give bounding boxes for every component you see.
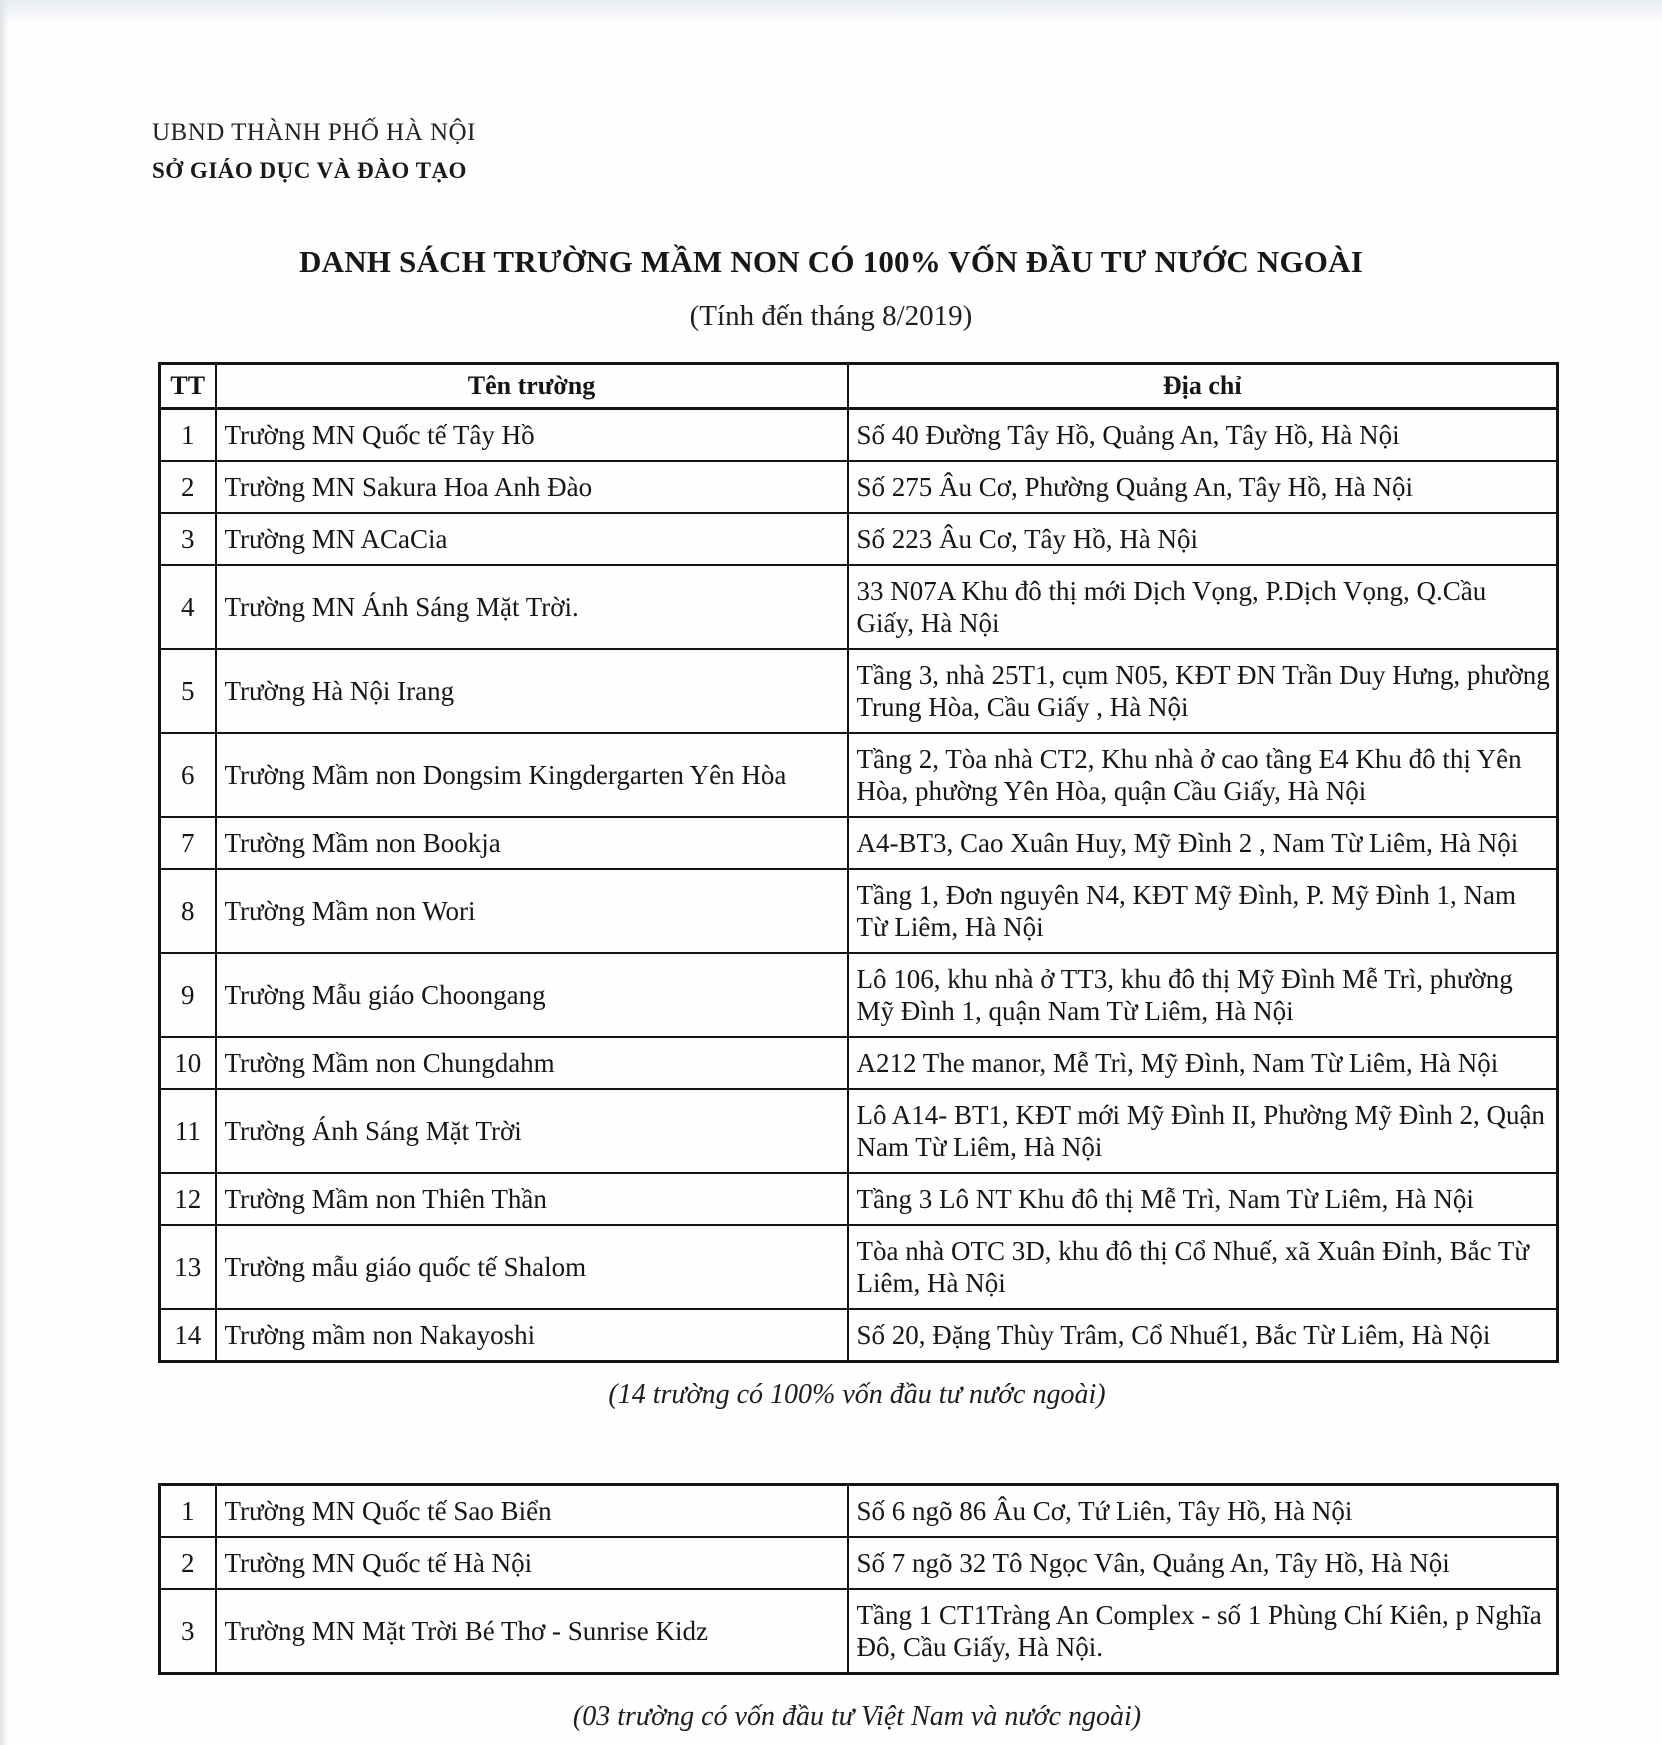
foreign-capital-schools-table xyxy=(158,362,1559,1363)
school-name-cell: Trường MN Quốc tế Sao Biển xyxy=(216,1485,848,1538)
row-number-cell: 10 xyxy=(160,1037,216,1089)
school-name-cell: Trường MN Mặt Trời Bé Thơ - Sunrise Kidz xyxy=(216,1589,848,1674)
row-number-cell: 8 xyxy=(160,869,216,953)
school-address-cell: Số 20, Đặng Thùy Trâm, Cổ Nhuế1, Bắc Từ Liêm, Hà Nội xyxy=(848,1309,1558,1362)
org-department-name: SỞ GIÁO DỤC VÀ ĐÀO TẠO xyxy=(152,158,467,183)
row-number-cell: 11 xyxy=(160,1089,216,1173)
row-number-cell: 6 xyxy=(160,733,216,817)
school-address-cell: 33 N07A Khu đô thị mới Dịch Vọng, P.Dịch Vọng, Q.Cầu Giấy, Hà Nội xyxy=(848,565,1558,649)
table-row xyxy=(160,733,1558,817)
school-address-cell: A212 The manor, Mễ Trì, Mỹ Đình, Nam Từ Liêm, Hà Nội xyxy=(848,1037,1558,1089)
document-body xyxy=(158,362,1556,1733)
table-row xyxy=(160,1485,1558,1538)
row-number-cell: 3 xyxy=(160,513,216,565)
table-row xyxy=(160,1037,1558,1089)
table-row xyxy=(160,1089,1558,1173)
school-name-cell: Trường MN Quốc tế Tây Hồ xyxy=(216,409,848,462)
school-name-cell: Trường mẫu giáo quốc tế Shalom xyxy=(216,1225,848,1309)
school-name-cell: Trường MN Quốc tế Hà Nội xyxy=(216,1537,848,1589)
school-name-cell: Trường Mầm non Bookja xyxy=(216,817,848,869)
school-address-cell: Tầng 1 CT1Tràng An Complex - số 1 Phùng Chí Kiên, p Nghĩa Đô, Cầu Giấy, Hà Nội. xyxy=(848,1589,1558,1674)
row-number-cell: 14 xyxy=(160,1309,216,1362)
table2-caption: (03 trường có vốn đầu tư Việt Nam và nước ngoài) xyxy=(572,1701,1142,1732)
school-address-cell: Số 223 Âu Cơ, Tây Hồ, Hà Nội xyxy=(848,513,1558,565)
school-name-cell: Trường MN ACaCia xyxy=(216,513,848,565)
table-row xyxy=(160,513,1558,565)
row-number-cell: 2 xyxy=(160,1537,216,1589)
table-row xyxy=(160,409,1558,462)
school-name-cell: Trường Ánh Sáng Mặt Trời xyxy=(216,1089,848,1173)
school-address-cell: Tầng 2, Tòa nhà CT2, Khu nhà ở cao tầng E4 Khu đô thị Yên Hòa, phường Yên Hòa, quận Cầu Giấy, Hà Nội xyxy=(848,733,1558,817)
school-name-cell: Trường Mầm non Wori xyxy=(216,869,848,953)
row-number-cell: 5 xyxy=(160,649,216,733)
school-address-cell: A4-BT3, Cao Xuân Huy, Mỹ Đình 2 , Nam Từ Liêm, Hà Nội xyxy=(848,817,1558,869)
scan-artifact-top xyxy=(0,0,1662,26)
table-row xyxy=(160,1309,1558,1362)
table-row xyxy=(160,649,1558,733)
school-address-cell: Lô 106, khu nhà ở TT3, khu đô thị Mỹ Đình Mễ Trì, phường Mỹ Đình 1, quận Nam Từ Liêm, Hà Nội xyxy=(848,953,1558,1037)
header-cell-school-name: Tên trường xyxy=(216,364,848,409)
row-number-cell: 7 xyxy=(160,817,216,869)
school-address-cell: Số 6 ngõ 86 Âu Cơ, Tứ Liên, Tây Hồ, Hà Nội xyxy=(848,1485,1558,1538)
school-address-cell: Tầng 1, Đơn nguyên N4, KĐT Mỹ Đình, P. Mỹ Đình 1, Nam Từ Liêm, Hà Nội xyxy=(848,869,1558,953)
issuing-organization xyxy=(152,120,476,182)
document-title: DANH SÁCH TRƯỜNG MẦM NON CÓ 100% VỐN ĐẦU TƯ NƯỚC NGOÀI xyxy=(299,244,1363,279)
school-address-cell: Tầng 3 Lô NT Khu đô thị Mễ Trì, Nam Từ Liêm, Hà Nội xyxy=(848,1173,1558,1225)
table-body xyxy=(160,409,1558,1362)
row-number-cell: 9 xyxy=(160,953,216,1037)
table-header xyxy=(160,364,1558,409)
header-cell-tt: TT xyxy=(160,364,216,409)
school-name-cell: Trường MN Sakura Hoa Anh Đào xyxy=(216,461,848,513)
table-body xyxy=(160,1485,1558,1674)
table-row xyxy=(160,565,1558,649)
mixed-capital-schools-table xyxy=(158,1483,1559,1675)
table-row xyxy=(160,869,1558,953)
table-row xyxy=(160,953,1558,1037)
school-name-cell: Trường MN Ánh Sáng Mặt Trời. xyxy=(216,565,848,649)
table-row xyxy=(160,1537,1558,1589)
school-name-cell: Trường Mầm non Dongsim Kingdergarten Yên Hòa xyxy=(216,733,848,817)
row-number-cell: 13 xyxy=(160,1225,216,1309)
school-address-cell: Số 40 Đường Tây Hồ, Quảng An, Tây Hồ, Hà Nội xyxy=(848,409,1558,462)
row-number-cell: 1 xyxy=(160,409,216,462)
org-parent-name: UBND THÀNH PHỐ HÀ NỘI xyxy=(152,119,476,146)
table-row xyxy=(160,817,1558,869)
table-row xyxy=(160,1589,1558,1674)
table-row xyxy=(160,1225,1558,1309)
row-number-cell: 1 xyxy=(160,1485,216,1538)
school-address-cell: Số 275 Âu Cơ, Phường Quảng An, Tây Hồ, Hà Nội xyxy=(848,461,1558,513)
row-number-cell: 2 xyxy=(160,461,216,513)
header-cell-address: Địa chỉ xyxy=(848,364,1558,409)
table-row xyxy=(160,1173,1558,1225)
table-header-row xyxy=(160,364,1558,409)
row-number-cell: 12 xyxy=(160,1173,216,1225)
table-row xyxy=(160,461,1558,513)
school-name-cell: Trường mầm non Nakayoshi xyxy=(216,1309,848,1362)
school-address-cell: Lô A14- BT1, KĐT mới Mỹ Đình II, Phường Mỹ Đình 2, Quận Nam Từ Liêm, Hà Nội xyxy=(848,1089,1558,1173)
row-number-cell: 4 xyxy=(160,565,216,649)
row-number-cell: 3 xyxy=(160,1589,216,1674)
school-name-cell: Trường Mầm non Thiên Thần xyxy=(216,1173,848,1225)
school-address-cell: Tầng 3, nhà 25T1, cụm N05, KĐT ĐN Trần Duy Hưng, phường Trung Hòa, Cầu Giấy , Hà Nội xyxy=(848,649,1558,733)
school-address-cell: Tòa nhà OTC 3D, khu đô thị Cổ Nhuế, xã Xuân Đỉnh, Bắc Từ Liêm, Hà Nội xyxy=(848,1225,1558,1309)
document-subtitle: (Tính đến tháng 8/2019) xyxy=(689,300,973,332)
school-name-cell: Trường Hà Nội Irang xyxy=(216,649,848,733)
table1-caption: (14 trường có 100% vốn đầu tư nước ngoài) xyxy=(608,1379,1106,1410)
school-address-cell: Số 7 ngõ 32 Tô Ngọc Vân, Quảng An, Tây Hồ, Hà Nội xyxy=(848,1537,1558,1589)
school-name-cell: Trường Mầm non Chungdahm xyxy=(216,1037,848,1089)
school-name-cell: Trường Mẫu giáo Choongang xyxy=(216,953,848,1037)
